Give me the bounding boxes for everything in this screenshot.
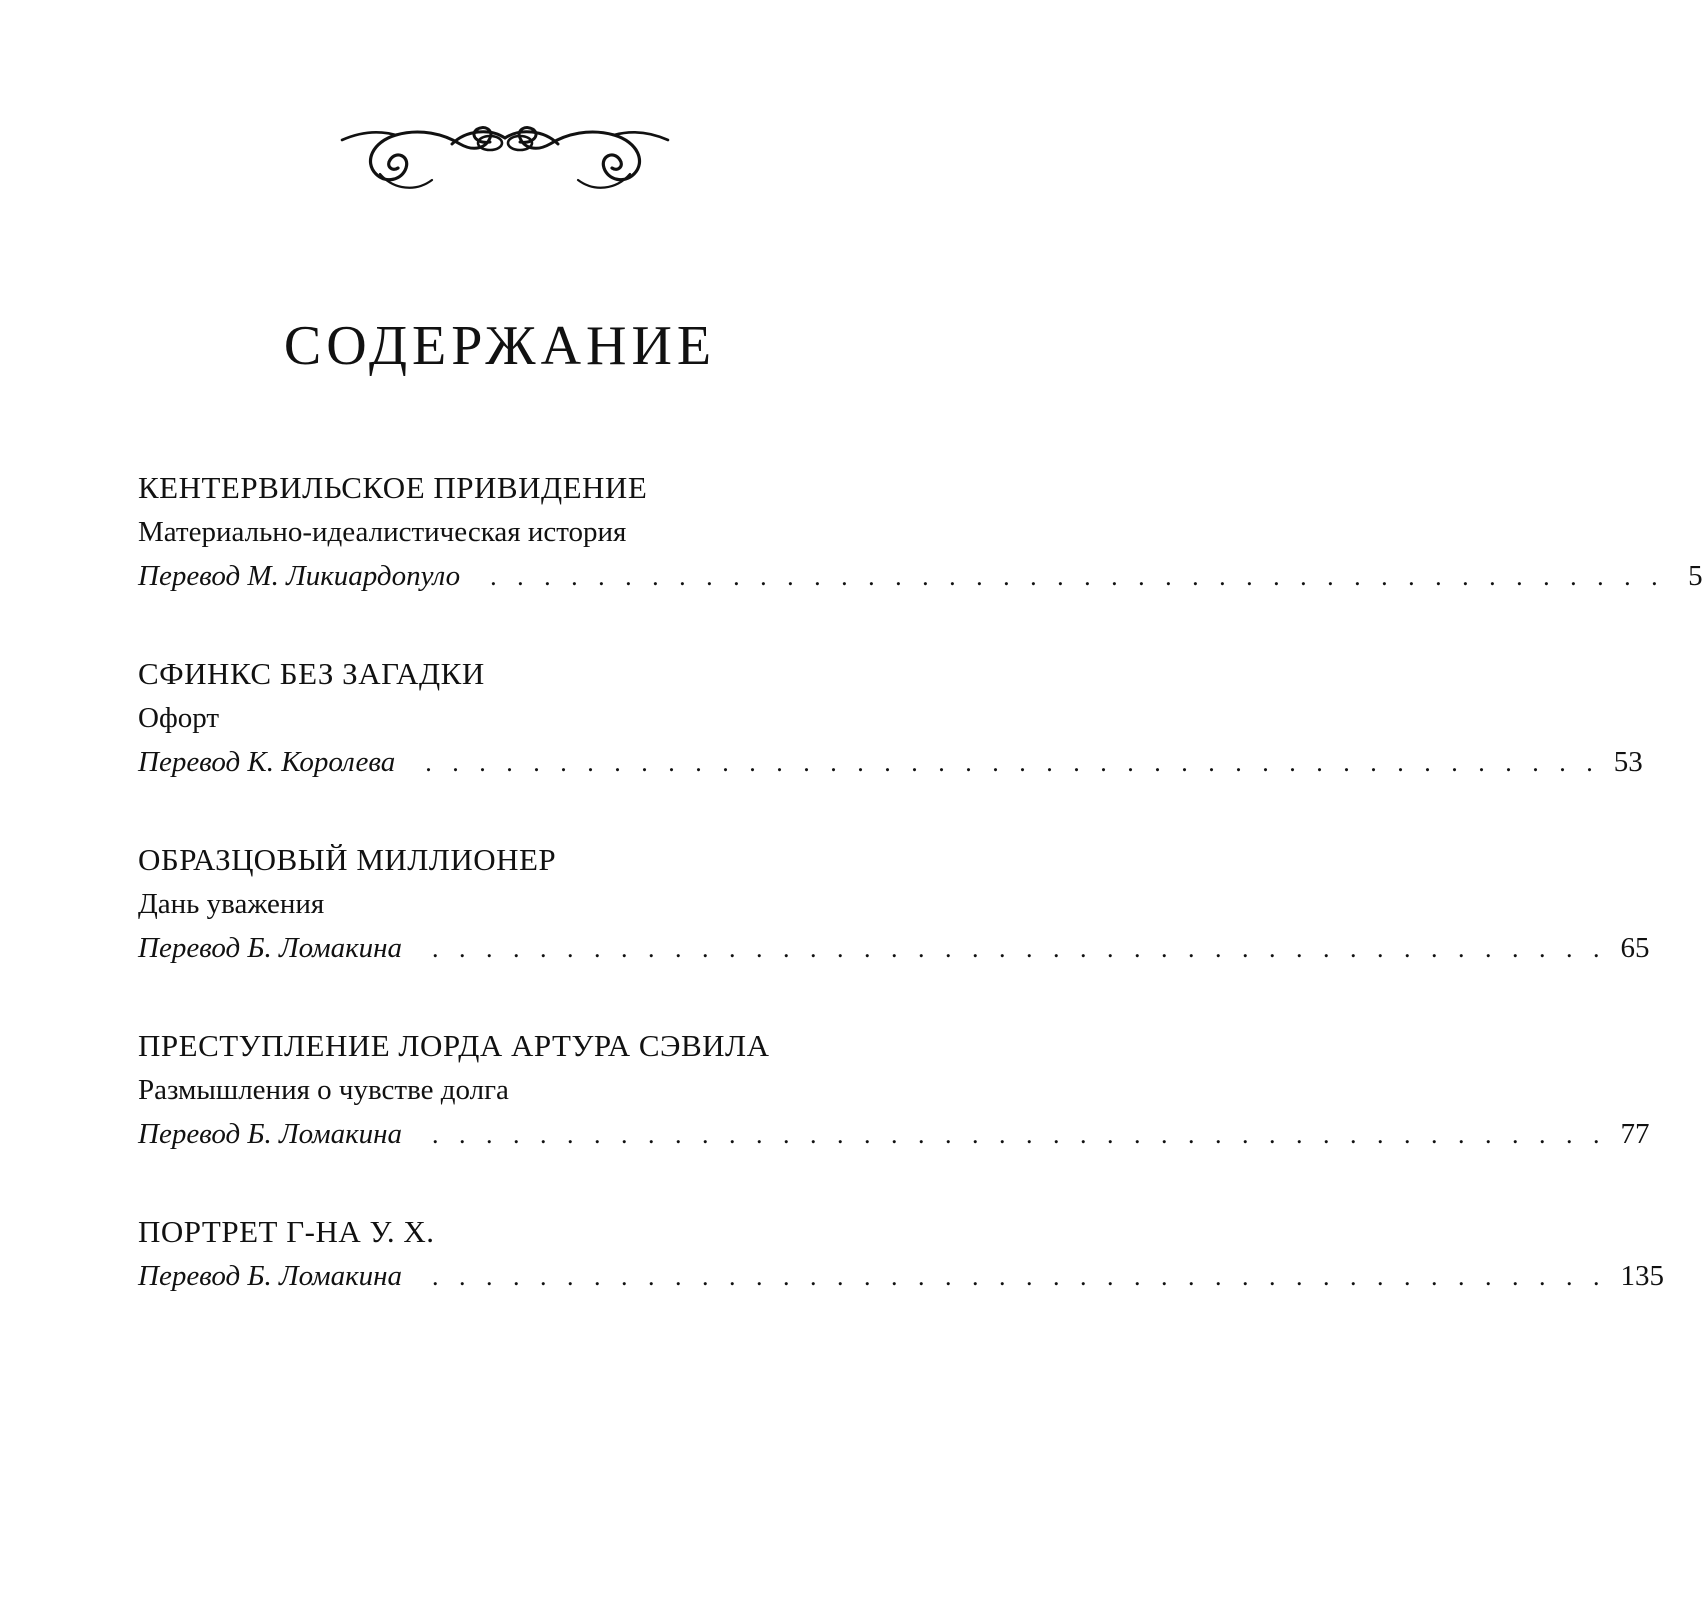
toc-entry-page-number: 77 [1620, 1118, 1650, 1150]
toc-entry-translator: Перевод Б. Ломакина [138, 932, 403, 964]
dot-leader: . . . . . . . . . . . . . . . . . . . . . . . . . . . . . . . . . . . . . . . . . . . . [425, 748, 1600, 777]
toc-entry [138, 1210, 1665, 1299]
toc-entry [138, 466, 1703, 599]
toc-entry-page-number: 5 [1688, 560, 1703, 592]
toc-entry-line [138, 740, 1643, 785]
toc-entry-title: ПОРТРЕТ Г-НА У. Х. [138, 1214, 435, 1249]
toc-entry-line [138, 554, 1703, 599]
toc-entry-line [138, 926, 1650, 971]
toc-entry [138, 652, 1643, 785]
toc-entry-subtitle: Материально-идеалистическая история [138, 516, 627, 548]
toc-entry-translator: Перевод М. Ликиардопуло [138, 560, 461, 592]
toc-entry [138, 1024, 1650, 1157]
toc-entry-translator: Перевод Б. Ломакина [138, 1118, 403, 1150]
toc-entry-page-number: 65 [1620, 932, 1650, 964]
toc-entry-title: СФИНКС БЕЗ ЗАГАДКИ [138, 656, 485, 691]
dot-leader: . . . . . . . . . . . . . . . . . . . . . . . . . . . . . . . . . . . . . . . . . . . . [432, 934, 1607, 963]
toc-entry-title: ОБРАЗЦОВЫЙ МИЛЛИОНЕР [138, 842, 557, 877]
toc-entry-line [138, 1112, 1650, 1157]
toc-entry-subtitle: Размышления о чувстве долга [138, 1074, 509, 1106]
toc-entry [138, 838, 1650, 971]
dot-leader: . . . . . . . . . . . . . . . . . . . . . . . . . . . . . . . . . . . . . . . . . . . . [432, 1262, 1607, 1291]
toc-entry-subtitle: Дань уважения [138, 888, 325, 920]
toc-entry-translator: Перевод Б. Ломакина [138, 1260, 403, 1292]
toc-entry-page-number: 53 [1613, 746, 1643, 778]
toc-entry-title: КЕНТЕРВИЛЬСКОЕ ПРИВИДЕНИЕ [138, 470, 648, 505]
toc-entry-page-number: 135 [1620, 1260, 1665, 1292]
dot-leader: . . . . . . . . . . . . . . . . . . . . . . . . . . . . . . . . . . . . . . . . . . . . [490, 562, 1665, 591]
toc-entry-subtitle: Офорт [138, 702, 220, 734]
flourish-ornament-icon [340, 118, 670, 198]
page-title: СОДЕРЖАНИЕ [283, 315, 717, 377]
toc-entry-translator: Перевод К. Королева [138, 746, 396, 778]
toc-entry-title: ПРЕСТУПЛЕНИЕ ЛОРДА АРТУРА СЭВИЛА [138, 1028, 770, 1063]
table-of-contents [138, 466, 1703, 1352]
toc-entry-line [138, 1254, 1665, 1299]
dot-leader: . . . . . . . . . . . . . . . . . . . . . . . . . . . . . . . . . . . . . . . . . . . . [432, 1120, 1607, 1149]
